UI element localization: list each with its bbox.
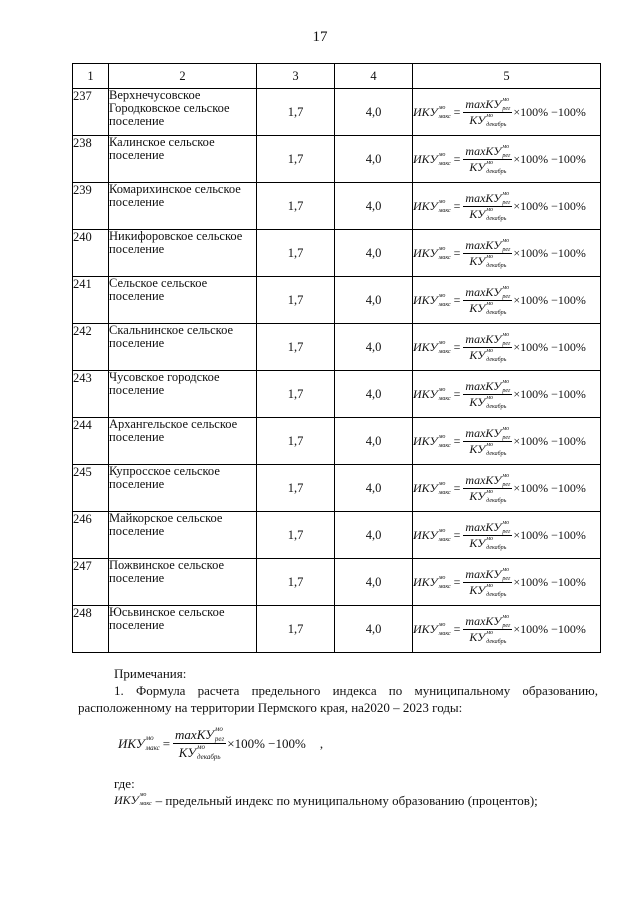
- value-col-4: 4,0: [335, 277, 413, 324]
- formula-lhs-sup: мо: [438, 104, 446, 111]
- formula-rest: ×100% −100%: [513, 339, 586, 354]
- formula-lhs-sup: мо: [438, 386, 446, 393]
- value-col-3: 1,7: [257, 418, 335, 465]
- table-row: [73, 277, 601, 324]
- formula-lhs: ИКУ: [413, 574, 438, 589]
- formula-num-sub: рег: [502, 575, 511, 582]
- value-col-3: 1,7: [257, 512, 335, 559]
- header-col-4: 4: [335, 64, 413, 89]
- formula-num-sub: рег: [502, 528, 511, 535]
- table-row: [73, 418, 601, 465]
- formula-num-main: maxКУ: [465, 331, 502, 346]
- formula-lhs-sup: мо: [438, 339, 446, 346]
- formula-num-sup: мо: [502, 143, 510, 150]
- formula-lhs: ИКУ: [413, 480, 438, 495]
- formula-den-sup: мо: [486, 159, 494, 166]
- table-row: [73, 324, 601, 371]
- formula-den-sub: декабрь: [486, 356, 507, 363]
- table-row: [73, 465, 601, 512]
- formula-num-sup: мо: [502, 613, 510, 620]
- index-formula: [413, 520, 586, 551]
- value-col-4: 4,0: [335, 559, 413, 606]
- formula-eq: =: [453, 104, 461, 119]
- formula-den-sub: декабрь: [486, 544, 507, 551]
- notes-section: [78, 665, 598, 809]
- value-col-3: 1,7: [257, 277, 335, 324]
- value-col-3: 1,7: [257, 324, 335, 371]
- formula-den-sub: декабрь: [196, 753, 221, 761]
- formula-lhs-sub: макс: [438, 442, 451, 449]
- index-formula: [413, 614, 586, 645]
- value-col-3: 1,7: [257, 465, 335, 512]
- formula-num-main: maxКУ: [465, 284, 502, 299]
- formula-rest: ×100% −100%: [513, 480, 586, 495]
- value-col-4: 4,0: [335, 324, 413, 371]
- value-col-3: 1,7: [257, 606, 335, 653]
- formula-lhs: ИКУ: [413, 104, 438, 119]
- row-number: 246: [73, 512, 109, 559]
- index-formula: [413, 567, 586, 598]
- formula-eq: =: [453, 574, 461, 589]
- formula-cell: [413, 183, 601, 230]
- value-col-3: 1,7: [257, 89, 335, 136]
- formula-num-sub: рег: [502, 105, 511, 112]
- formula-lhs-sup: мо: [145, 734, 154, 742]
- formula-den-main: КУ: [469, 112, 486, 127]
- notes-definition: [114, 792, 598, 809]
- formula-rest: ×100% −100%: [513, 245, 586, 260]
- table-row: [73, 512, 601, 559]
- formula-lhs: ИКУ: [413, 198, 438, 213]
- row-number: 243: [73, 371, 109, 418]
- index-table: [72, 63, 601, 653]
- formula-den-sub: декабрь: [486, 497, 507, 504]
- formula-eq: =: [453, 339, 461, 354]
- table-row: [73, 230, 601, 277]
- formula-lhs: ИКУ: [413, 151, 438, 166]
- formula-num-sup: мо: [214, 725, 223, 733]
- formula-lhs-sup: мо: [438, 245, 446, 252]
- definition-text: – предельный индекс по муниципальному образованию (процентов);: [155, 793, 538, 808]
- formula-cell: [413, 371, 601, 418]
- formula-den-sub: декабрь: [486, 403, 507, 410]
- formula-lhs-sup: мо: [438, 151, 446, 158]
- formula-cell: [413, 230, 601, 277]
- formula-den-main: КУ: [469, 535, 486, 550]
- formula-den-main: КУ: [178, 745, 196, 760]
- formula-fraction: [463, 520, 512, 551]
- formula-den-main: КУ: [469, 629, 486, 644]
- index-formula: [413, 473, 586, 504]
- table-row: [73, 136, 601, 183]
- formula-fraction: [463, 567, 512, 598]
- formula-den-sup: мо: [486, 347, 494, 354]
- formula-den-sup: мо: [486, 535, 494, 542]
- formula-eq: =: [453, 480, 461, 495]
- formula-lhs: ИКУ: [413, 339, 438, 354]
- formula-num-sub: рег: [502, 622, 511, 629]
- formula-den-sub: декабрь: [486, 168, 507, 175]
- formula-num-main: maxКУ: [465, 190, 502, 205]
- formula-fraction: [463, 238, 512, 269]
- formula-lhs-sub: макс: [438, 113, 451, 120]
- table-row: [73, 559, 601, 606]
- row-number: 244: [73, 418, 109, 465]
- value-col-3: 1,7: [257, 136, 335, 183]
- formula-den-sub: декабрь: [486, 121, 507, 128]
- formula-lhs-sup: мо: [438, 621, 446, 628]
- formula-fraction: [463, 379, 512, 410]
- header-col-2: 2: [109, 64, 257, 89]
- value-col-4: 4,0: [335, 136, 413, 183]
- municipality-name: Верхнечусовское Городковское сельское поселение: [109, 89, 257, 136]
- formula-lhs: ИКУ: [413, 292, 438, 307]
- formula-lhs-sub: макс: [438, 254, 451, 261]
- formula-cell: [413, 606, 601, 653]
- row-number: 238: [73, 136, 109, 183]
- formula-lhs: ИКУ: [413, 245, 438, 260]
- formula-rest: ×100% −100%: [513, 292, 586, 307]
- formula-lhs: ИКУ: [413, 621, 438, 636]
- formula-lhs-sub: макс: [438, 348, 451, 355]
- notes-heading: Примечания:: [114, 666, 187, 681]
- formula-eq: =: [453, 198, 461, 213]
- formula-den-sup: мо: [486, 582, 494, 589]
- formula-den-main: КУ: [469, 582, 486, 597]
- formula-den-sub: декабрь: [486, 309, 507, 316]
- value-col-4: 4,0: [335, 606, 413, 653]
- municipality-name: Пожвинское сельское поселение: [109, 559, 257, 606]
- index-formula: [413, 238, 586, 269]
- value-col-4: 4,0: [335, 183, 413, 230]
- formula-den-main: КУ: [469, 253, 486, 268]
- index-formula: [413, 191, 586, 222]
- formula-num-sup: мо: [502, 519, 510, 526]
- formula-num-main: maxКУ: [465, 237, 502, 252]
- formula-den-main: КУ: [469, 159, 486, 174]
- formula-lhs-sup: мо: [438, 527, 446, 534]
- def-lhs: ИКУ: [114, 793, 139, 807]
- index-formula: [413, 332, 586, 363]
- value-col-3: 1,7: [257, 559, 335, 606]
- formula-den-sup: мо: [486, 441, 494, 448]
- formula-num-sub: рег: [502, 434, 511, 441]
- formula-num-main: maxКУ: [465, 519, 502, 534]
- formula-den-sub: декабрь: [486, 638, 507, 645]
- formula-rest: ×100% −100%: [513, 574, 586, 589]
- formula-rest: ×100% −100%: [513, 198, 586, 213]
- formula-den-sub: декабрь: [486, 591, 507, 598]
- formula-cell: [413, 89, 601, 136]
- formula-lhs-sub: макс: [438, 630, 451, 637]
- formula-num-sup: мо: [502, 425, 510, 432]
- def-lhs-sup: мо: [139, 792, 147, 798]
- value-col-4: 4,0: [335, 230, 413, 277]
- index-formula: [413, 285, 586, 316]
- header-col-5: 5: [413, 64, 601, 89]
- formula-num-sub: рег: [502, 199, 511, 206]
- formula-cell: [413, 418, 601, 465]
- formula-rest: ×100% −100%: [513, 104, 586, 119]
- municipality-name: Никифоровское сельское поселение: [109, 230, 257, 277]
- formula-lhs: ИКУ: [413, 433, 438, 448]
- formula-num-sub: рег: [502, 152, 511, 159]
- formula-eq: =: [453, 527, 461, 542]
- formula-eq: =: [453, 292, 461, 307]
- row-number: 239: [73, 183, 109, 230]
- formula-lhs-sup: мо: [438, 198, 446, 205]
- formula-fraction: [463, 332, 512, 363]
- formula-cell: [413, 277, 601, 324]
- formula-num-main: maxКУ: [465, 472, 502, 487]
- formula-cell: [413, 559, 601, 606]
- formula-lhs-sub: макс: [438, 301, 451, 308]
- municipality-name: Скальнинское сельское поселение: [109, 324, 257, 371]
- table-row: [73, 371, 601, 418]
- header-col-3: 3: [257, 64, 335, 89]
- formula-num-sup: мо: [502, 284, 510, 291]
- formula-num-main: maxКУ: [465, 566, 502, 581]
- municipality-name: Комарихинское сельское поселение: [109, 183, 257, 230]
- row-number: 240: [73, 230, 109, 277]
- formula-den-main: КУ: [469, 206, 486, 221]
- table-row: [73, 606, 601, 653]
- formula-num-sub: рег: [214, 735, 225, 743]
- formula-eq: =: [453, 386, 461, 401]
- formula-num-sup: мо: [502, 472, 510, 479]
- formula-num-main: maxКУ: [465, 425, 502, 440]
- formula-lhs-sup: мо: [438, 480, 446, 487]
- formula-fraction: [463, 97, 512, 128]
- index-formula: [413, 379, 586, 410]
- municipality-name: Купросское сельское поселение: [109, 465, 257, 512]
- formula-num-sup: мо: [502, 566, 510, 573]
- formula-den-main: КУ: [469, 394, 486, 409]
- formula-num-sub: рег: [502, 387, 511, 394]
- formula-den-main: КУ: [469, 347, 486, 362]
- formula-lhs-sub: макс: [438, 583, 451, 590]
- formula-den-sub: декабрь: [486, 450, 507, 457]
- formula-lhs: ИКУ: [118, 736, 145, 751]
- formula-eq: =: [453, 433, 461, 448]
- formula-eq: =: [453, 621, 461, 636]
- formula-rest: ×100% −100%: [513, 151, 586, 166]
- formula-fraction: [463, 473, 512, 504]
- index-formula: [413, 97, 586, 128]
- formula-fraction: [463, 426, 512, 457]
- notes-item-1: 1. Формула расчета предельного индекса по муниципальному образованию, расположенному на территории Пермского края, на2020 – 2023 годы:: [78, 683, 598, 715]
- formula-num-sup: мо: [502, 96, 510, 103]
- formula-rest: ×100% −100%: [513, 433, 586, 448]
- table-header-row: [73, 64, 601, 89]
- value-col-3: 1,7: [257, 183, 335, 230]
- formula-den-sup: мо: [486, 394, 494, 401]
- formula-cell: [413, 465, 601, 512]
- formula-lhs-sup: мо: [438, 574, 446, 581]
- notes-where: где:: [114, 776, 135, 791]
- row-number: 248: [73, 606, 109, 653]
- formula-lhs-sub: макс: [438, 207, 451, 214]
- formula-num-sub: рег: [502, 481, 511, 488]
- row-number: 247: [73, 559, 109, 606]
- formula-lhs: ИКУ: [413, 527, 438, 542]
- formula-den-sup: мо: [486, 253, 494, 260]
- formula-fraction: [463, 191, 512, 222]
- formula-den-main: КУ: [469, 441, 486, 456]
- value-col-3: 1,7: [257, 371, 335, 418]
- formula-num-main: maxКУ: [465, 96, 502, 111]
- formula-rest: ×100% −100%: [227, 736, 306, 751]
- formula-eq: =: [162, 736, 171, 751]
- formula-den-sup: мо: [196, 743, 205, 751]
- formula-den-main: КУ: [469, 300, 486, 315]
- formula-den-sub: декабрь: [486, 215, 507, 222]
- table-row: [73, 183, 601, 230]
- formula-den-sup: мо: [486, 112, 494, 119]
- index-formula: [118, 726, 306, 761]
- formula-num-main: maxКУ: [465, 378, 502, 393]
- formula-lhs-sub: макс: [145, 744, 160, 752]
- formula-fraction: [463, 144, 512, 175]
- formula-num-sub: рег: [502, 340, 511, 347]
- formula-comma: ,: [319, 736, 324, 751]
- page-number: 17: [312, 29, 328, 45]
- formula-num-sub: рег: [502, 246, 511, 253]
- formula-num-main: maxКУ: [465, 613, 502, 628]
- municipality-name: Архангельское сельское поселение: [109, 418, 257, 465]
- formula-den-main: КУ: [469, 488, 486, 503]
- formula-fraction: [463, 285, 512, 316]
- definition-symbol: [114, 792, 152, 809]
- formula-lhs-sub: макс: [438, 395, 451, 402]
- index-formula: [413, 144, 586, 175]
- value-col-4: 4,0: [335, 418, 413, 465]
- header-col-1: 1: [73, 64, 109, 89]
- row-number: 241: [73, 277, 109, 324]
- formula-rest: ×100% −100%: [513, 527, 586, 542]
- formula-num-sup: мо: [502, 378, 510, 385]
- municipality-name: Чусовское городское поселение: [109, 371, 257, 418]
- value-col-4: 4,0: [335, 512, 413, 559]
- index-formula: [413, 426, 586, 457]
- formula-fraction: [463, 614, 512, 645]
- formula-eq: =: [453, 245, 461, 260]
- table-row: [73, 89, 601, 136]
- value-col-4: 4,0: [335, 371, 413, 418]
- formula-den-sub: декабрь: [486, 262, 507, 269]
- formula-den-sup: мо: [486, 206, 494, 213]
- formula-cell: [413, 324, 601, 371]
- value-col-3: 1,7: [257, 230, 335, 277]
- formula-num-sup: мо: [502, 190, 510, 197]
- formula-lhs-sup: мо: [438, 433, 446, 440]
- formula-lhs-sub: макс: [438, 160, 451, 167]
- formula-lhs-sup: мо: [438, 292, 446, 299]
- formula-eq: =: [453, 151, 461, 166]
- formula-num-main: maxКУ: [465, 143, 502, 158]
- municipality-name: Сельское сельское поселение: [109, 277, 257, 324]
- formula-den-sup: мо: [486, 300, 494, 307]
- formula-lhs: ИКУ: [413, 386, 438, 401]
- formula-den-sup: мо: [486, 488, 494, 495]
- formula-num-sub: рег: [502, 293, 511, 300]
- formula-cell: [413, 512, 601, 559]
- municipality-name: Майкорское сельское поселение: [109, 512, 257, 559]
- row-number: 242: [73, 324, 109, 371]
- notes-formula-block: [118, 726, 598, 761]
- value-col-4: 4,0: [335, 465, 413, 512]
- row-number: 237: [73, 89, 109, 136]
- formula-num-main: maxКУ: [175, 727, 214, 742]
- formula-lhs-sub: макс: [438, 489, 451, 496]
- row-number: 245: [73, 465, 109, 512]
- value-col-4: 4,0: [335, 89, 413, 136]
- formula-den-sup: мо: [486, 629, 494, 636]
- formula-num-sup: мо: [502, 237, 510, 244]
- def-lhs-sub: макс: [139, 801, 152, 807]
- formula-rest: ×100% −100%: [513, 386, 586, 401]
- municipality-name: Юсьвинское сельское поселение: [109, 606, 257, 653]
- formula-num-sup: мо: [502, 331, 510, 338]
- formula-rest: ×100% −100%: [513, 621, 586, 636]
- formula-lhs-sub: макс: [438, 536, 451, 543]
- municipality-name: Калинское сельское поселение: [109, 136, 257, 183]
- formula-cell: [413, 136, 601, 183]
- formula-fraction: [173, 726, 226, 761]
